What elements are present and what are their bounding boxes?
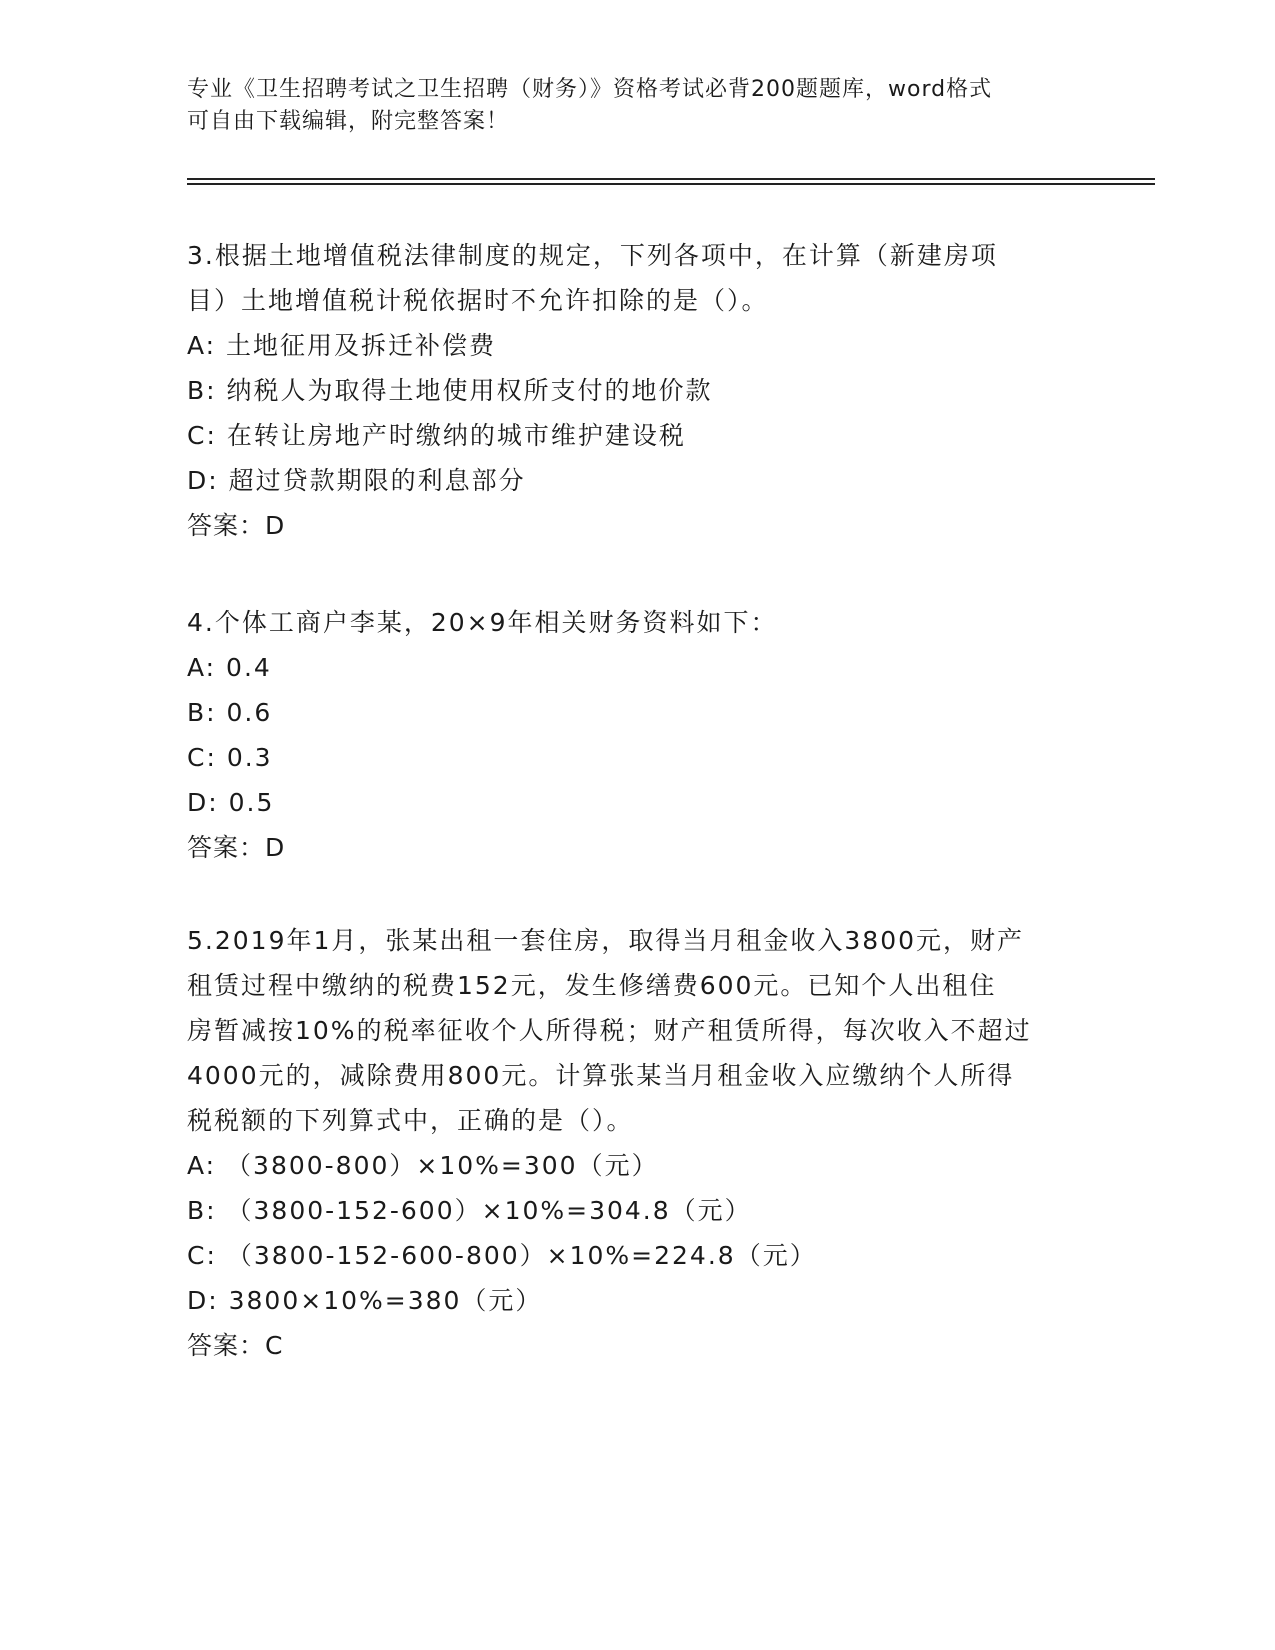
question-stem-line: 税税额的下列算式中，正确的是（）。 <box>187 1106 634 1135</box>
option-d: D: 3800×10%=380（元） <box>187 1286 543 1315</box>
option-b: B: （3800-152-600）×10%=304.8（元） <box>187 1196 752 1225</box>
option-b: B: 纳税人为取得土地使用权所支付的地价款 <box>187 376 713 405</box>
question-stem-line: 目）土地增值税计税依据时不允许扣除的是（）。 <box>187 286 769 315</box>
question-stem-line: 4000元的，减除费用800元。计算张某当月租金收入应缴纳个人所得 <box>187 1061 1015 1090</box>
option-a: A: 土地征用及拆迁补偿费 <box>187 331 497 360</box>
option-a: A: 0.4 <box>187 653 272 682</box>
option-c: C: 在转让房地产时缴纳的城市维护建设税 <box>187 421 686 450</box>
header-divider-top <box>187 178 1155 180</box>
option-c: C: 0.3 <box>187 743 273 772</box>
question-stem-line: 5.2019年1月，张某出租一套住房，取得当月租金收入3800元，财产 <box>187 926 1025 955</box>
header-line-2: 可自由下载编辑，附完整答案！ <box>187 109 510 134</box>
answer: 答案：D <box>187 833 286 862</box>
question-stem-line: 3.根据土地增值税法律制度的规定，下列各项中，在计算（新建房项 <box>187 241 998 270</box>
option-d: D: 0.5 <box>187 788 275 817</box>
question-5 <box>187 918 1087 1368</box>
question-stem-line: 租赁过程中缴纳的税费152元，发生修缮费600元。已知个人出租住 <box>187 971 997 1000</box>
option-d: D: 超过贷款期限的利息部分 <box>187 466 526 495</box>
option-a: A: （3800-800）×10%=300（元） <box>187 1151 659 1180</box>
option-c: C: （3800-152-600-800）×10%=224.8（元） <box>187 1241 817 1270</box>
answer: 答案：C <box>187 1331 284 1360</box>
question-stem-line: 房暂减按10%的税率征收个人所得税；财产租赁所得，每次收入不超过 <box>187 1016 1032 1045</box>
answer: 答案：D <box>187 511 286 540</box>
header-divider-bottom <box>187 183 1155 185</box>
document-header <box>187 74 1087 138</box>
question-stem-line: 4.个体工商户李某，20×9年相关财务资料如下： <box>187 608 778 637</box>
header-line-1: 专业《卫生招聘考试之卫生招聘（财务）》资格考试必背200题题库，word格式 <box>187 77 993 102</box>
question-3 <box>187 233 1087 548</box>
option-b: B: 0.6 <box>187 698 273 727</box>
question-4 <box>187 600 1087 870</box>
